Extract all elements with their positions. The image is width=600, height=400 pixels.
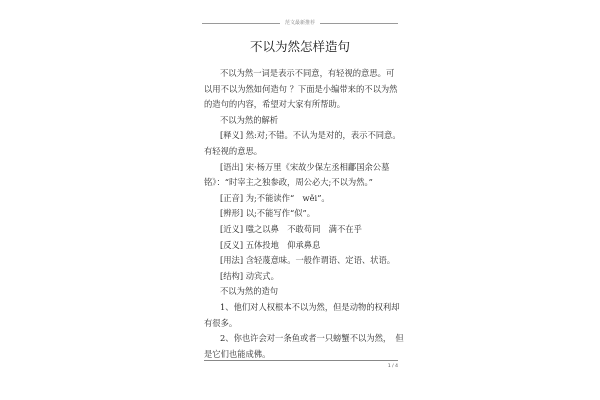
header-text: 范文最新推荐 bbox=[284, 20, 315, 26]
usage-line: [用法] 含轻蔑意味。一般作谓语、定语、状语。 bbox=[220, 255, 396, 266]
page-number: 1 / 4 bbox=[387, 364, 398, 369]
form-line: [辨形] 以;不能写作“似”。 bbox=[220, 208, 316, 219]
section-heading: 不以为然的造句 bbox=[220, 286, 279, 297]
document-title: 不以为然怎样造句 bbox=[249, 39, 350, 54]
example-line: 2、你也许会对一条鱼或者一只螃蟹不以为然， 但 bbox=[220, 333, 404, 344]
structure-line: [结构] 动宾式。 bbox=[220, 270, 279, 281]
definition-line: [释义] 然:对;不错。不认为是对的，表示不同意。 bbox=[220, 130, 401, 141]
source-line: [语出] 宋·杨万里《宋故少保左丞相鄘国余公墓 bbox=[220, 161, 390, 172]
intro-line: 不以为然一词是表示不同意，有轻视的意思。可 bbox=[220, 68, 395, 78]
antonym-line: [反义] 五体投地 仰承鼻息 bbox=[220, 239, 321, 250]
synonym-line: [近义] 嗤之以鼻 不敢苟同 满不在乎 bbox=[220, 223, 362, 234]
intro-line: 以用不以为然如何造句 ？下面是小编带来的不以为然 bbox=[204, 83, 398, 94]
document-body bbox=[204, 66, 404, 362]
example-line: 1、他们对人权根本不以为然，但是动物的权利却 bbox=[220, 301, 400, 312]
example-line: 有很多。 bbox=[204, 317, 238, 328]
header-rule-right bbox=[320, 23, 398, 24]
footer-rule bbox=[204, 360, 398, 361]
source-line: 铭》：“时宰主之独参政，周公必大;不以为然。” bbox=[204, 177, 373, 188]
pronunciation-line: [正音] 为;不能读作“ wěi”。 bbox=[220, 192, 330, 203]
section-heading: 不以为然的解析 bbox=[220, 114, 279, 125]
example-line: 是它们也能成佛。 bbox=[204, 348, 271, 359]
intro-line: 的造句的内容，希望对大家有所帮助。 bbox=[204, 99, 346, 110]
definition-line: 有轻视的意思。 bbox=[204, 145, 263, 156]
header-rule-left bbox=[202, 23, 280, 24]
